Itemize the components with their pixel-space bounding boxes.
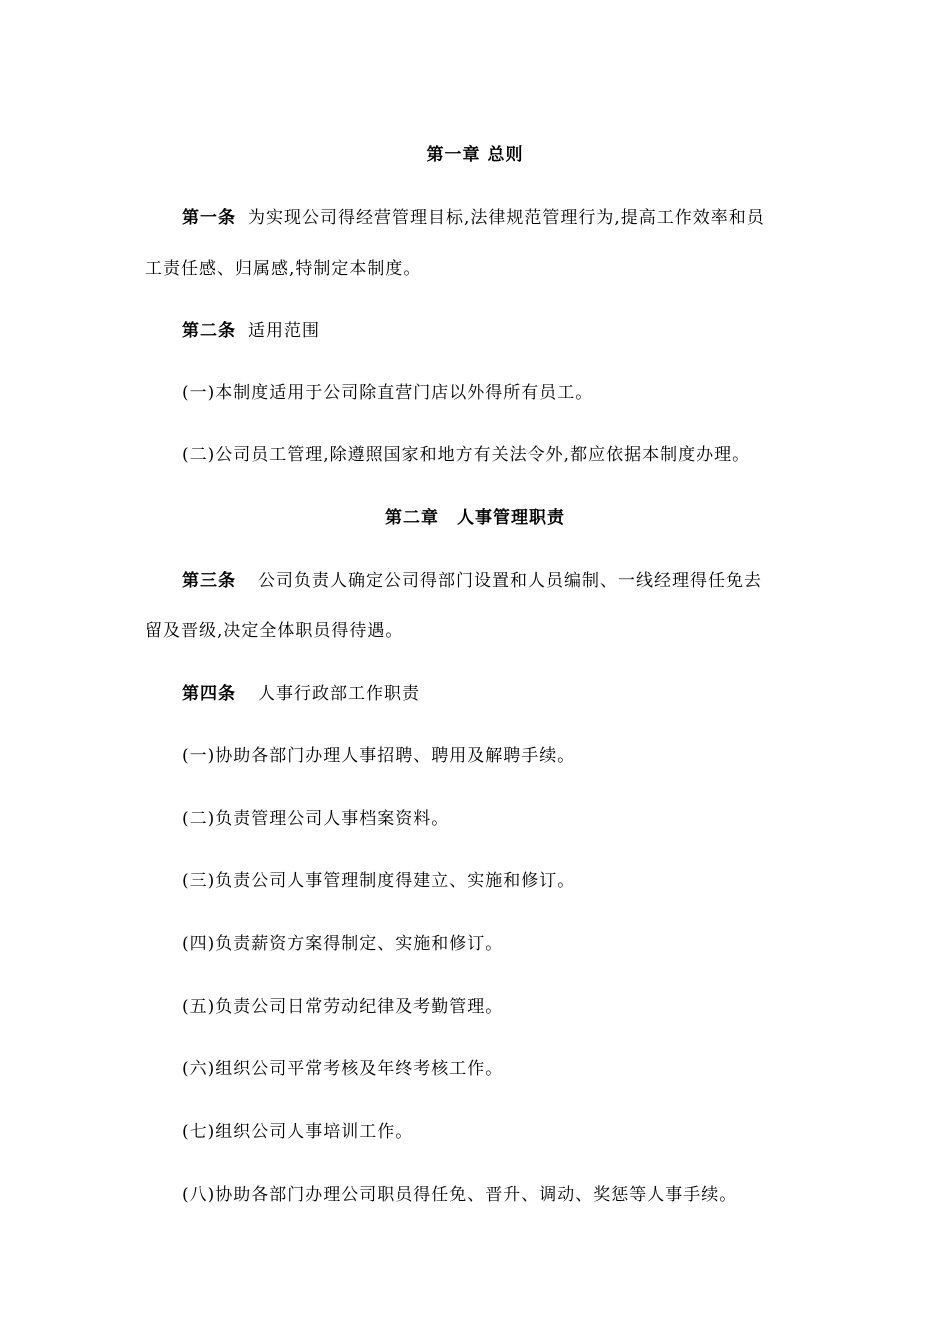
article-3-line-1 [182, 570, 762, 592]
article-4-label: 第四条 [182, 684, 236, 704]
article-3-text-line-1: 公司负责人确定公司得部门设置和人员编制、一线经理得任免去 [258, 571, 762, 591]
article-3-label: 第三条 [182, 571, 236, 591]
article-1-text-line-1: 为实现公司得经营管理目标,法律规范管理行为,提高工作效率和员 [248, 208, 765, 228]
chapter-2-heading: 第二章 人事管理职责 [385, 508, 565, 528]
article-2-label: 第二条 [182, 321, 236, 341]
article-4-item-8: (八)协助各部门办理公司职员得任免、晋升、调动、奖惩等人事手续。 [182, 1185, 738, 1205]
article-4-item-3: (三)负责公司人事管理制度得建立、实施和修订。 [182, 871, 576, 891]
article-4-item-2: (二)负责管理公司人事档案资料。 [182, 809, 450, 829]
article-4-item-7: (七)组织公司人事培训工作。 [182, 1122, 414, 1142]
article-2-item-1: (一)本制度适用于公司除直营门店以外得所有员工。 [182, 383, 594, 403]
article-4-line [182, 683, 420, 705]
article-1-line-1 [182, 207, 765, 229]
article-2-line [182, 320, 320, 342]
article-4-text: 人事行政部工作职责 [258, 684, 420, 704]
article-4-item-4: (四)负责薪资方案得制定、实施和修订。 [182, 934, 504, 954]
article-1-text-line-2: 工责任感、归属感,特制定本制度。 [145, 259, 422, 279]
article-3-text-line-2: 留及晋级,决定全体职员得待遇。 [145, 621, 404, 641]
article-4-item-6: (六)组织公司平常考核及年终考核工作。 [182, 1059, 504, 1079]
article-2-text: 适用范围 [248, 321, 320, 341]
article-4-item-1: (一)协助各部门办理人事招聘、聘用及解聘手续。 [182, 746, 576, 766]
article-2-item-2: (二)公司员工管理,除遵照国家和地方有关法令外,都应依据本制度办理。 [182, 445, 751, 465]
chapter-1-heading: 第一章 总则 [426, 145, 524, 165]
article-4-item-5: (五)负责公司日常劳动纪律及考勤管理。 [182, 997, 504, 1017]
article-1-label: 第一条 [182, 208, 236, 228]
